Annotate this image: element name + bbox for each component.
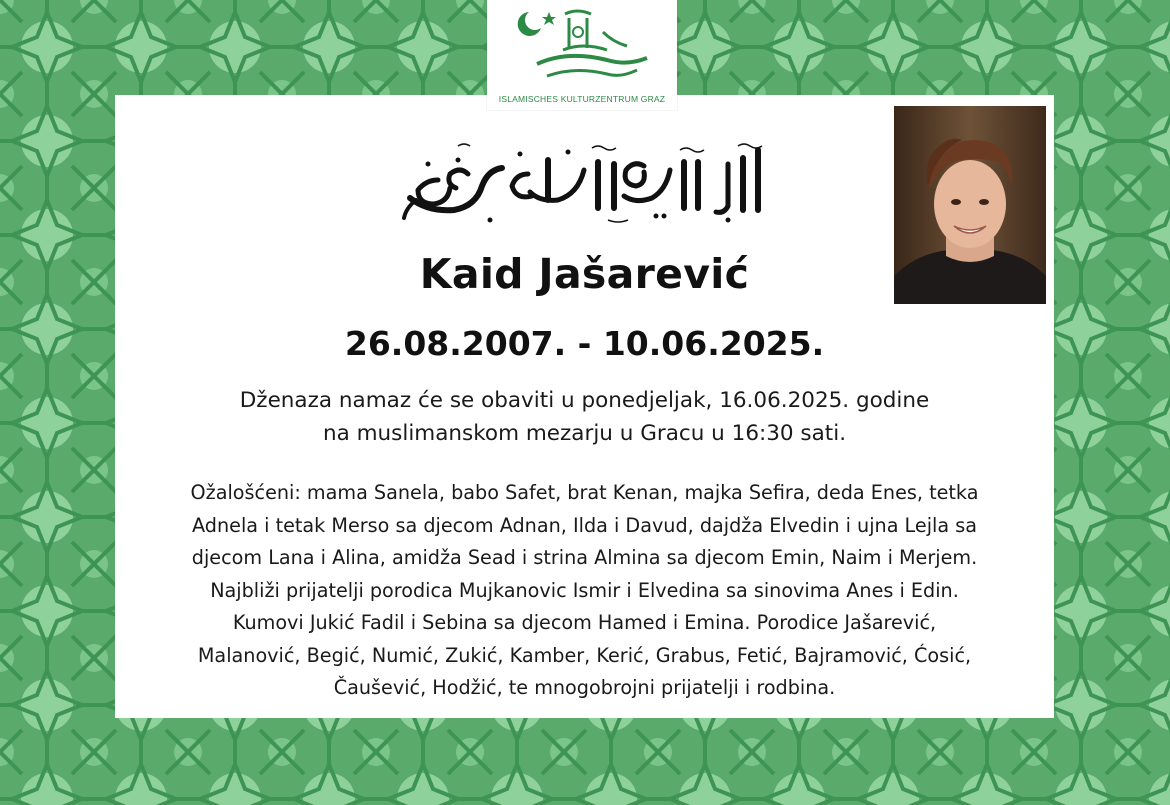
mourners-line: Kumovi Jukić Fadil i Sebina sa djecom Hamed i Emina. Porodice Jašarević, xyxy=(232,611,937,634)
mourners-line: Adnela i tetak Merso sa djecom Adnan, Ilda i Davud, dajdža Elvedin i ujna Lejla sa xyxy=(192,513,977,537)
funeral-service-info xyxy=(115,384,1054,450)
logo-caption: ISLAMISCHES KULTURZENTRUM GRAZ xyxy=(498,94,666,104)
life-dates: 26.08.2007. - 10.06.2025. xyxy=(344,324,825,363)
mourners-line: djecom Lana i Alina, amidža Sead i strina Almina sa djecom Emin, Naim i Merjem. xyxy=(191,546,978,569)
arabic-calligraphy-icon xyxy=(398,140,766,230)
mourners-line: Ožalošćeni: mama Sanela, babo Safet, brat Kenan, majka Sefira, deda Enes, tetka xyxy=(190,481,979,504)
crescent-star-mosque-icon xyxy=(507,2,657,92)
service-line: Dženaza namaz će se obaviti u ponedjeljak, 16.06.2025. godine xyxy=(239,388,930,413)
deceased-name: Kaid Jašarević xyxy=(419,250,750,298)
mourners-list xyxy=(115,477,1054,705)
service-line: na muslimanskom mezarju u Gracu u 16:30 sati. xyxy=(322,421,847,446)
mourners-line: Čaušević, Hodžić, te mnogobrojni prijatelji i rodbina. xyxy=(333,676,836,699)
mourners-line: Najbliži prijatelji porodica Mujkanovic Ismir i Elvedina sa sinovima Anes i Edin. xyxy=(210,578,959,602)
mourners-line: Malanović, Begić, Numić, Zukić, Kamber, Kerić, Grabus, Fetić, Bajramović, Ćosić, xyxy=(197,643,972,667)
logo-badge xyxy=(487,0,677,110)
